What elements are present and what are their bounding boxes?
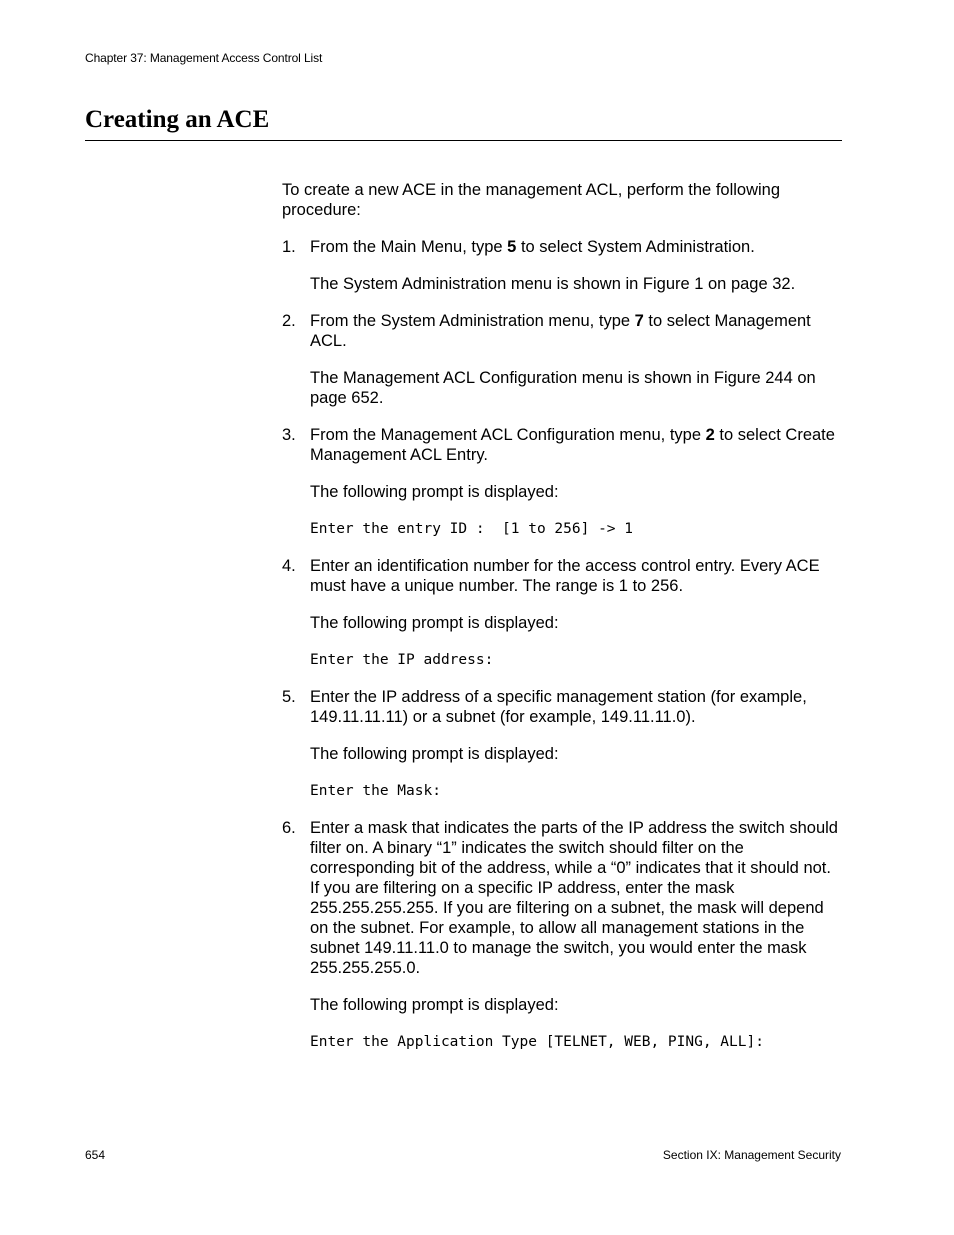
step-note: The following prompt is displayed:	[310, 745, 559, 763]
prompt-code: Enter the Mask:	[310, 783, 441, 799]
step-text: Enter a mask that indicates the parts of the IP address the switch should filter on. A binary “1” indicates the switch should filter on the corresponding bit of the address, while a “0” indicates that it should not. If you are filtering on a specific IP address, enter the mask 255.255.255.255. If you are filtering on a subnet, the mask will depend on the subnet. For example, to allow all management stations in the subnet 149.11.11.0 to manage the switch, you would enter the mask 255.255.255.0.	[310, 819, 838, 977]
step-4	[282, 556, 842, 670]
step-text: From the Main Menu, type 5 to select System Administration.	[310, 238, 755, 256]
step-5	[282, 687, 842, 801]
menu-key: 5	[507, 238, 517, 256]
menu-key: 7	[634, 312, 644, 330]
prompt-code: Enter the IP address:	[310, 652, 494, 668]
step-note: The Management ACL Configuration menu is shown in Figure 244 on page 652.	[310, 369, 816, 407]
step-number: 4.	[282, 557, 296, 575]
step-note: The System Administration menu is shown in Figure 1 on page 32.	[310, 275, 796, 293]
step-note: The following prompt is displayed:	[310, 483, 559, 501]
step-note: The following prompt is displayed:	[310, 614, 559, 632]
step-6	[282, 818, 842, 1052]
step-text: Enter an identification number for the access control entry. Every ACE must have a unique number. The range is 1 to 256.	[310, 557, 820, 595]
step-1	[282, 237, 842, 294]
page-title: Creating an ACE	[85, 106, 270, 133]
step-text: From the System Administration menu, type 7 to select Management ACL.	[310, 312, 811, 350]
section-footer: Section IX: Management Security	[662, 1148, 841, 1162]
main-content	[282, 180, 842, 1069]
step-2	[282, 311, 842, 408]
step-text: From the Management ACL Configuration menu, type 2 to select Create Management ACL Entry.	[310, 426, 835, 464]
step-number: 2.	[282, 312, 296, 330]
menu-key: 2	[705, 426, 715, 444]
step-3	[282, 425, 842, 539]
step-text: Enter the IP address of a specific management station (for example, 149.11.11.11) or a subnet (for example, 149.11.11.0).	[310, 688, 807, 726]
page-number: 654	[85, 1148, 106, 1162]
step-note: The following prompt is displayed:	[310, 996, 559, 1014]
step-number: 6.	[282, 819, 296, 837]
prompt-code: Enter the entry ID : [1 to 256] -> 1	[310, 521, 634, 537]
step-number: 3.	[282, 426, 296, 444]
procedure-steps	[282, 237, 842, 1052]
running-header: Chapter 37: Management Access Control List	[85, 51, 323, 65]
step-number: 1.	[282, 238, 296, 256]
prompt-code: Enter the Application Type [TELNET, WEB, PING, ALL]:	[310, 1034, 764, 1050]
step-number: 5.	[282, 688, 296, 706]
title-rule	[85, 140, 842, 141]
intro-paragraph: To create a new ACE in the management ACL, perform the following procedure:	[282, 181, 781, 219]
